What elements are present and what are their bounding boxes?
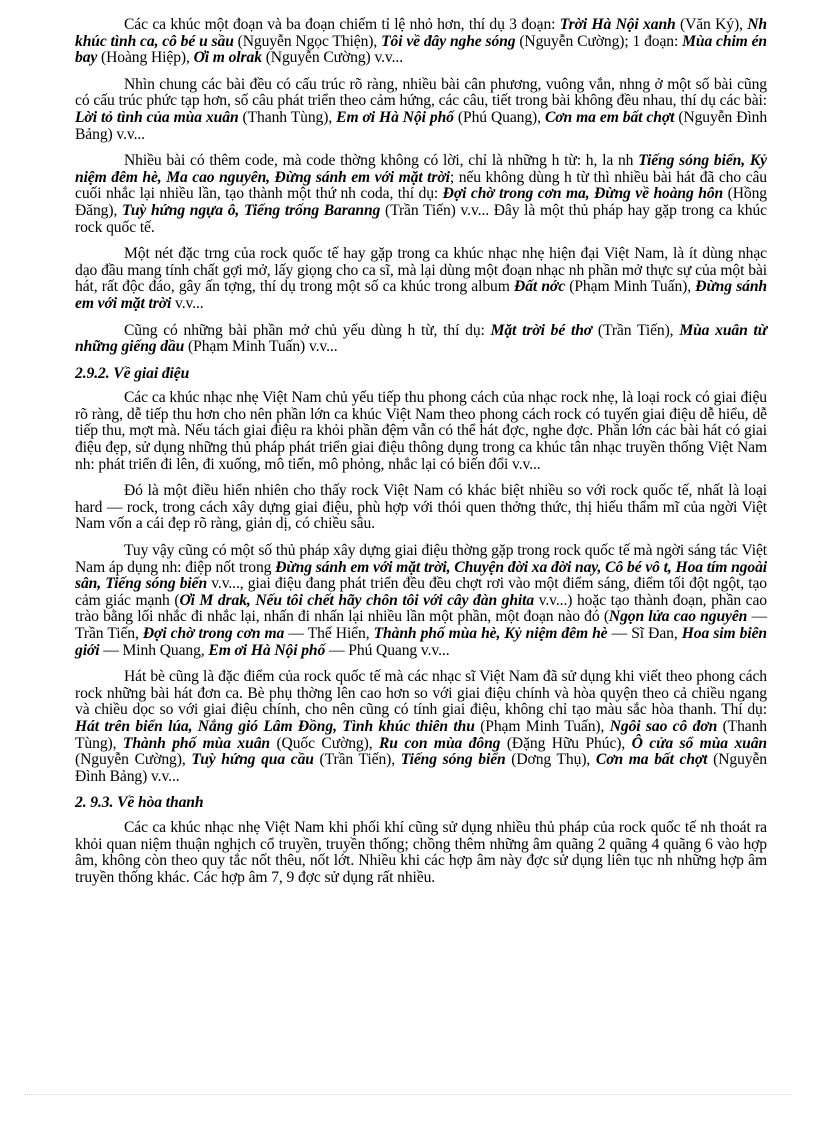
paragraph-text: (Nguyễn Đình Bảng) v.v... bbox=[75, 751, 767, 785]
paragraph-text: (Phạm Minh Tuấn), bbox=[474, 717, 610, 735]
paragraph-text: Các ca khúc một đoạn và ba đoạn chiếm tỉ lệ nhỏ hơn, thí dụ 3 đoạn: bbox=[124, 16, 560, 33]
paragraph-text: (Hồng Đăng), bbox=[75, 185, 767, 219]
paragraph-text: (Phạm Minh Tuấn) v.v... bbox=[184, 338, 338, 356]
paragraph-text: (Nguyễn Đình Bảng) v.v... bbox=[75, 108, 768, 143]
paragraph-text: Đó là một điều hiển nhiên cho thấy rock Việt Nam có khác biệt nhiều so với rock quốc tế, nhất là loại hard — rock, trong cách xây dựng giai điệu, phù hợp với thói quen thởng thức, thị hiếu thẩm mĩ của ngời Việt Nam vốn a cái đẹp rõ ràng, giản dị, có chiều sâu. bbox=[75, 482, 767, 533]
body-paragraph bbox=[75, 77, 767, 143]
song-title: Mùa chim én bay bbox=[75, 32, 767, 67]
paragraph-text: — Phú Quang v.v... bbox=[325, 641, 450, 659]
song-title: Thành phố mùa xuân bbox=[122, 734, 270, 752]
paragraph-text: — Thế Hiển, bbox=[284, 625, 374, 642]
paragraph-text: Hát bè cũng là đặc điểm của rock quốc tế mà các nhạc sĩ Việt Nam đã sử dụng khi viết theo phong cách rock những bài hát đơn ca. Bè phụ thờng lên cao hơn so với giai điệu chính và hòa quyện theo cả chiều ngang và chiều dọc so với giai điệu chính, cho nên cũng có tính giai điệu, không chỉ tạo màu sắc hòa thanh. Thí dụ: bbox=[75, 668, 767, 719]
song-title: Ơi M drak, Nếu tôi chết hãy chôn tôi với cây đàn ghita bbox=[179, 591, 535, 609]
paragraph-text: Tuy vậy cũng có một số thủ pháp xây dựng giai điệu thờng gặp trong rock quốc tế mà ngời sáng tác Việt Nam áp dụng nh: điệp nốt trong bbox=[75, 542, 767, 576]
paragraph-text: (Đặng Hữu Phúc), bbox=[500, 734, 632, 752]
song-title: Lời tỏ tình của mùa xuân bbox=[75, 108, 239, 126]
paragraph-text: (Nguyễn Ngọc Thiện), bbox=[233, 32, 382, 50]
paragraph-text: — Sĩ Đan, bbox=[607, 625, 682, 642]
song-title: Mặt trời bé thơ bbox=[490, 321, 593, 339]
song-title: Tôi về đây nghe sóng bbox=[381, 32, 516, 50]
song-title: Tiếng sóng biển, Kỷ niệm đêm hè, Ma cao nguyên, Đừng sánh em với mặt trời bbox=[75, 152, 767, 186]
paragraph-text: — Minh Quang, bbox=[99, 641, 209, 659]
song-title: Nh khúc tình ca, cô bé u sầu bbox=[75, 16, 767, 50]
paragraph-text: (Hoàng Hiệp), bbox=[97, 49, 194, 67]
paragraph-text: (Phú Quang), bbox=[453, 108, 545, 126]
song-title: Đừng sánh em với mặt trời bbox=[75, 278, 767, 312]
paragraph-text: Một nét đặc trng của rock quốc tế hay gặp trong ca khúc nhạc nhẹ hiện đại Việt Nam, là ít dùng nhạc dạo đầu mang tính chất gợi mở, lấy giọng cho ca sĩ, mà lại dùng một đoạn nhạc nh phần mở thực sự của một bài hát, rất độc đáo, gây ấn tợng, thí dụ trong một số ca khúc trong album bbox=[75, 245, 767, 296]
song-title: Đợi chờ trong cơn ma bbox=[142, 625, 285, 642]
page-bottom-divider bbox=[24, 1094, 792, 1095]
song-title: Hát trên biển lúa, Nắng gió Lâm Đồng, Tình khúc thiên thu bbox=[75, 717, 475, 735]
song-title: Tiếng sóng biển bbox=[400, 751, 506, 769]
song-title: Đợi chờ trong cơn ma, Đừng về hoàng hôn bbox=[442, 185, 724, 203]
paragraph-text: (Thanh Tùng), bbox=[238, 108, 337, 126]
document-page bbox=[75, 17, 767, 896]
paragraph-text: Các ca khúc nhạc nhẹ Việt Nam chủ yếu tiếp thu phong cách của nhạc rock nhẹ, là loại rock có giai điệu rõ ràng, dễ tiếp thu hơn cho nên phần lớn ca khúc Việt Nam theo phong cách rock có tuyến giai điệu dễ hiểu, dễ tiếp thu, mợt mà. Nếu tách giai điệu ra khỏi phần đệm vẫn có thể hát đợc, nghe đợc. Phần lớn các bài hát có giai điệu đẹp, sử dụng những thủ pháp phát triển giai điệu thông dụng trong ca khúc tân nhạc truyền thống Việt Nam nh: phát triển đi lên, đi xuống, mô tiến, mô phỏng, nhắc lại có biến đổi v.v... bbox=[75, 389, 767, 473]
paragraph-text: (Nguyễn Cường) v.v... bbox=[261, 49, 404, 67]
song-title: Em ơi Hà Nội phố bbox=[208, 641, 326, 659]
paragraph-text: Các ca khúc nhạc nhẹ Việt Nam khi phối khí cũng sử dụng nhiều thủ pháp của rock quốc tế nh thoát ra khỏi quan niệm thuận nghịch cổ truyền, truyền thống; chồng thêm những âm quãng 2 quãng 4 quãng 6 vào hợp âm, không còn theo quy tắc nốt thêu, nốt lớt. Nhiều khi các hợp âm này đợc sử dụng liên tục nh những hợp âm truyền thống khác. Các hợp âm 7, 9 đợc sử dụng rất nhiều. bbox=[75, 818, 767, 886]
song-title: Mùa xuân từ những giếng dầu bbox=[75, 321, 767, 356]
paragraph-text: (Văn Ký), bbox=[675, 16, 748, 33]
paragraph-text: (Quốc Cường), bbox=[269, 734, 379, 752]
paragraph-text: v.v... bbox=[171, 294, 204, 312]
section-heading: 2. 9.3. Về hòa thanh bbox=[75, 794, 204, 812]
body-paragraph bbox=[75, 820, 767, 886]
body-paragraph bbox=[75, 390, 767, 473]
song-title: Thành phố mùa hè, Kỷ niệm đêm hè bbox=[373, 625, 608, 642]
song-title: Tuỳ hứng qua cầu bbox=[191, 751, 314, 769]
paragraph-text: v.v..., giai điệu đang phát triển đều đều chợt rơi vào một điểm sáng, điểm tối đột ngột, tạo cảm giác mạnh ( bbox=[75, 575, 767, 609]
body-paragraph bbox=[75, 543, 767, 659]
body-paragraph bbox=[75, 246, 767, 312]
paragraph-text: (Trần Tiến), bbox=[313, 751, 401, 769]
body-paragraph bbox=[75, 153, 767, 236]
paragraph-text: Nhiều bài có thêm code, mà code thờng không có lời, chỉ là những h từ: h, la nh bbox=[124, 152, 639, 170]
paragraph-text: (Trần Tiến) v.v... Đây là một thủ pháp hay gặp trong ca khúc rock quốc tế. bbox=[75, 201, 767, 236]
song-title: Tuỳ hứng ngựa ô, Tiếng trống Baranng bbox=[122, 201, 381, 219]
song-title: Ngôi sao cô đơn bbox=[609, 717, 718, 735]
song-title: Cơn ma em bất chợt bbox=[544, 108, 675, 126]
song-title: Ô cửa sổ mùa xuân bbox=[631, 734, 767, 752]
paragraph-text: ; nếu không dùng h từ thì nhiều bài hát đã cho câu cuối nhắc lại nhiều lần, tạo thành một thứ nh coda, thí dụ: bbox=[75, 168, 767, 203]
song-title: Em ơi Hà Nội phố bbox=[336, 108, 454, 126]
paragraph-text: v.v...) hoặc tạo thành đoạn, phần cao trào bằng lối nhắc đi nhắc lại, nhấn đi nhấn lại nhiều lần một phần, một đoạn nào đó ( bbox=[75, 591, 767, 626]
paragraph-text: (Phạm Minh Tuấn), bbox=[565, 278, 696, 296]
paragraph-text: (Trần Tiến), bbox=[592, 321, 680, 339]
paragraph-text: — Trần Tiến, bbox=[75, 608, 767, 642]
song-title: Đừng sánh em với mặt trời, Chuyện đời xa đời nay, Cô bé vô t, Hoa tím ngoài sân, Tiếng sóng biển bbox=[75, 558, 767, 593]
paragraph-text: (Nguyễn Cường), bbox=[75, 751, 192, 769]
body-paragraph bbox=[75, 17, 767, 67]
song-title: Đất nớc bbox=[514, 278, 566, 296]
paragraph-text: (Thanh Tùng), bbox=[75, 717, 767, 752]
song-title: Cơn ma bất chợt bbox=[595, 751, 708, 769]
song-title: Ru con mùa đông bbox=[378, 734, 501, 752]
paragraph-text: Cũng có những bài phần mở chủ yếu dùng h từ, thí dụ: bbox=[124, 321, 491, 339]
body-paragraph bbox=[75, 323, 767, 356]
song-title: Ơi m olrak bbox=[193, 49, 262, 67]
body-paragraph bbox=[75, 669, 767, 785]
paragraph-text: (Nguyễn Cường); 1 đoạn: bbox=[515, 32, 683, 50]
song-title: Trời Hà Nội xanh bbox=[559, 16, 676, 33]
section-heading: 2.9.2. Về giai điệu bbox=[75, 364, 190, 382]
paragraph-text: (Dơng Thụ), bbox=[505, 751, 596, 769]
paragraph-text: Nhìn chung các bài đều có cấu trúc rõ ràng, nhiều bài cân phương, vuông vắn, nhng ở một số bài cũng có cấu trúc phức tạp hơn, số câu phát triển theo cảm hứng, các câu, tiết trong bài không đều nhau, thí dụ các bài: bbox=[75, 75, 767, 110]
song-title: Ngọn lửa cao nguyên bbox=[608, 608, 748, 626]
body-paragraph bbox=[75, 483, 767, 533]
song-title: Hoa sim biên giới bbox=[75, 625, 768, 659]
